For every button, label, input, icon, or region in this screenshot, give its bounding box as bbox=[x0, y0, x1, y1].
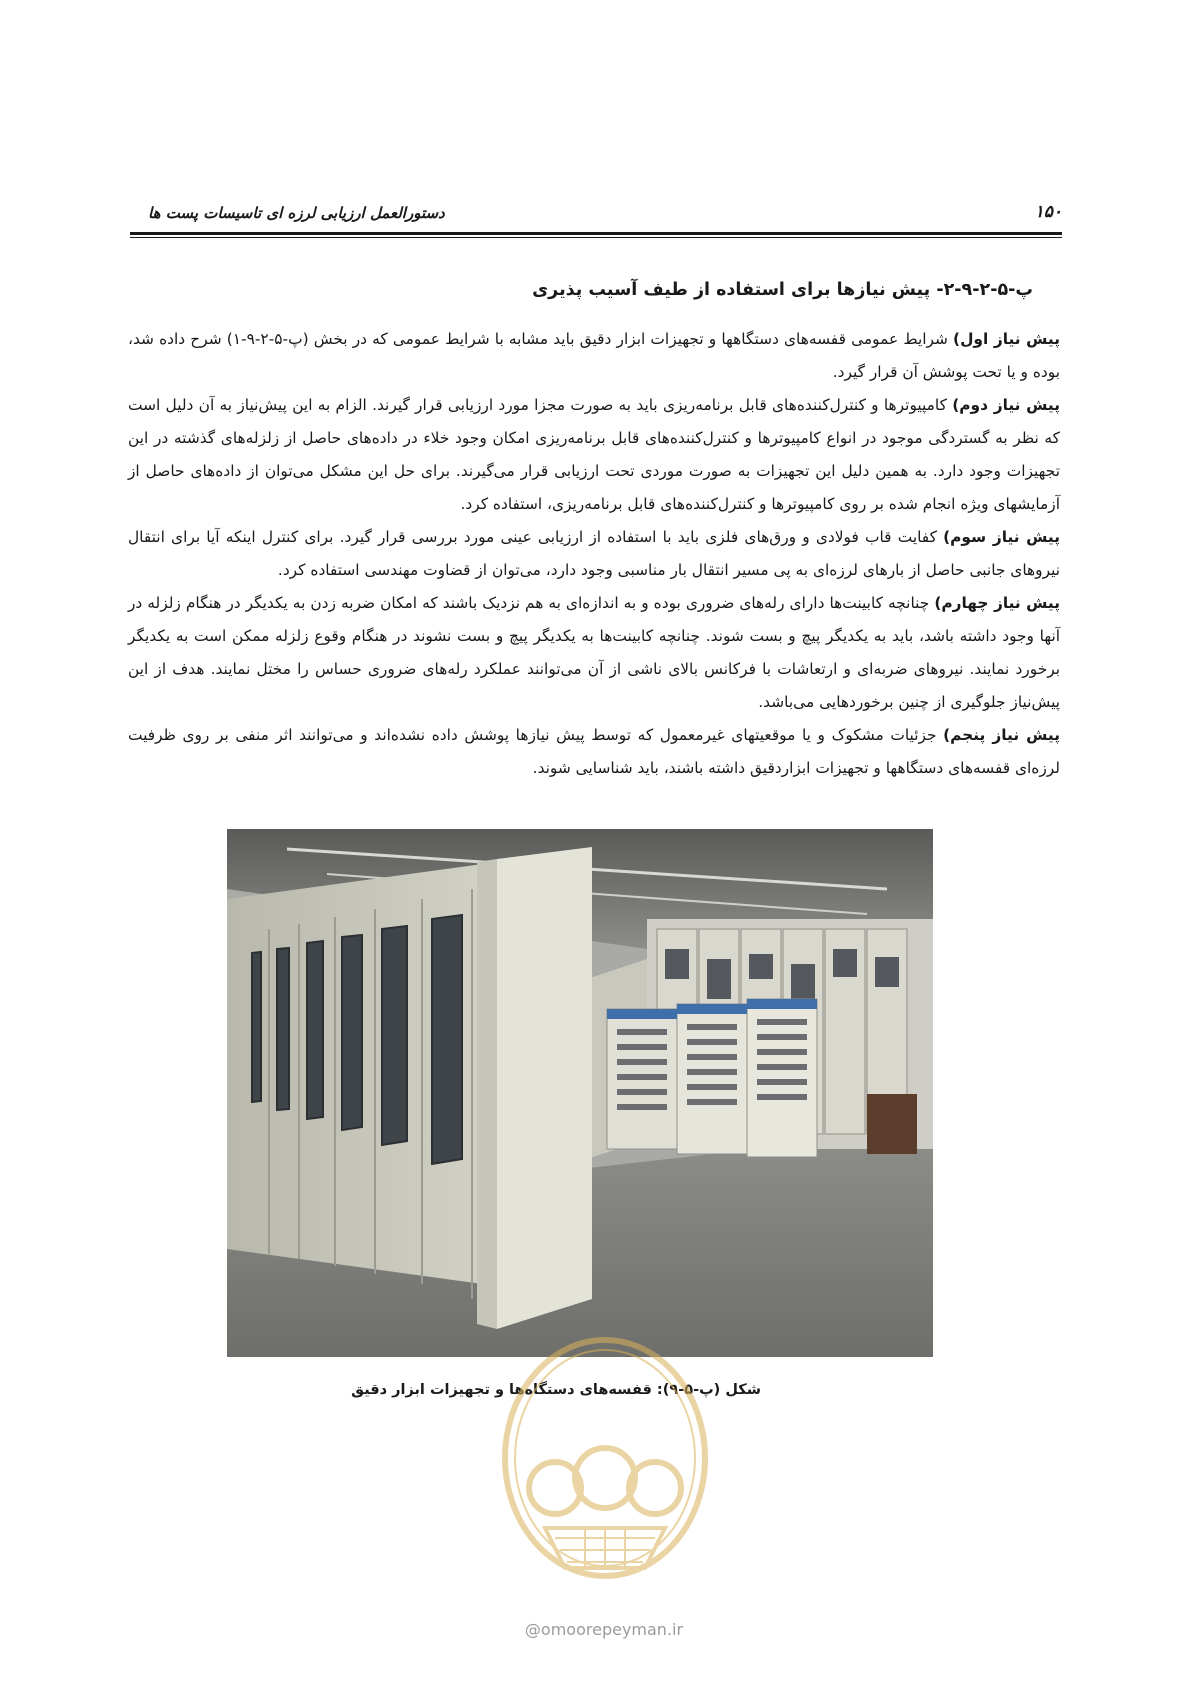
stamp-emblem bbox=[485, 1328, 725, 1588]
page-number: ۱۵۰ bbox=[1034, 202, 1062, 222]
paragraph bbox=[128, 389, 1060, 521]
paragraph-text: جزئیات مشکوک و یا موقعیتهای غیرمعمول که توسط پیش نیازها پوشش داده نشده‌اند و می‌توانند اثر منفی بر روی ظرفیت لرزه‌ای قفسه‌های دستگاهها و تجهیزات ابزاردقیق داشته باشند، باید شناسایی شوند. bbox=[128, 726, 1060, 777]
paragraph-label: پیش نیاز اول) bbox=[953, 330, 1060, 348]
paragraph bbox=[128, 323, 1060, 389]
section-heading: پ-۵-۲-۹-۲- پیش نیازها برای استفاده از طیف آسیب پذیری bbox=[532, 280, 1033, 300]
paragraph-label: پیش نیاز پنجم) bbox=[943, 726, 1060, 744]
watermark-website: @omoorepeyman.ir bbox=[524, 1620, 684, 1639]
paragraph-text: کفایت قاب فولادی و ورق‌های فلزی باید با استفاده از ارزیابی عینی مورد بررسی قرار گیرد. برای کنترل اینکه آیا برای انتقال نیروهای جانبی حاصل از بارهای لرزه‌ای به پی مسیر انتقال بار مناسبی وجود دارد، می‌توان از قضاوت مهندسی استفاده کرد. bbox=[128, 528, 1060, 579]
page-header bbox=[130, 196, 1062, 236]
paragraph-text: چنانچه کابینت‌ها دارای رله‌های ضروری بوده و به اندازه‌ای به هم نزدیک باشند که امکان ضربه زدن به یکدیگر در هنگام زلزله در آنها وجود داشته باشد، باید به یکدیگر پیچ و بست شوند. چنانچه کابینت‌ها به یکدیگر پیچ و بست نشوند در هنگام وقوع زلزله ممکن است به یکدیگر برخورد نمایند. نیروهای ضربه‌ای و ارتعاشات با فرکانس بالای ناشی از آن می‌توانند عملکرد رله‌های ضروری حساس را مختل نمایند. هدف از این پیش‌نیاز جلوگیری از چنین برخوردهایی می‌باشد. bbox=[128, 594, 1060, 711]
paragraph-label: پیش نیاز چهارم) bbox=[934, 594, 1060, 612]
paragraph bbox=[128, 521, 1060, 587]
watermark-stamp bbox=[485, 1328, 725, 1588]
figure-caption: شکل (پ-۵-۹): قفسه‌های دستگاه‌ها و تجهیزات ابزار دقیق bbox=[351, 1382, 761, 1398]
header-rule-thick bbox=[130, 232, 1062, 235]
paragraph bbox=[128, 587, 1060, 719]
header-rule-thin bbox=[130, 237, 1062, 238]
paragraph bbox=[128, 719, 1060, 785]
cabinet-room-illustration bbox=[227, 829, 933, 1357]
body-text bbox=[128, 323, 1060, 785]
running-title: دستورالعمل ارزیابی لرزه ای تاسیسات پست ها bbox=[148, 204, 445, 222]
paragraph-label: پیش نیاز سوم) bbox=[943, 528, 1060, 546]
paragraph-text: شرایط عمومی قفسه‌های دستگاهها و تجهیزات ابزار دقیق باید مشابه با شرایط عمومی که در بخش (پ-۵-۲-۹-۱) شرح داده شد، بوده و یا تحت پوشش آن قرار گیرد. bbox=[128, 330, 1060, 381]
figure-photo-instrument-cabinets bbox=[227, 829, 933, 1357]
paragraph-label: پیش نیاز دوم) bbox=[952, 396, 1060, 414]
paragraph-text: کامپیوترها و کنترل‌کننده‌های قابل برنامه‌ریزی باید به صورت مجزا مورد ارزیابی قرار گیرند. الزام به این پیش‌نیاز به آن دلیل است که نظر به گستردگی موجود در انواع کامپیوترها و کنترل‌کننده‌های قابل برنامه‌ریزی امکان وجود خلاء در داده‌های حاصل از زلزله‌های گذشته در این تجهیزات وجود دارد. به همین دلیل این تجهیزات به صورت موردی تحت ارزیابی قرار می‌گیرند. برای حل این مشکل می‌توان از داده‌های حاصل از آزمایشهای ویژه انجام شده بر روی کامپیوترها و کنترل‌کننده‌های قابل برنامه‌ریزی، استفاده کرد. bbox=[128, 396, 1060, 513]
